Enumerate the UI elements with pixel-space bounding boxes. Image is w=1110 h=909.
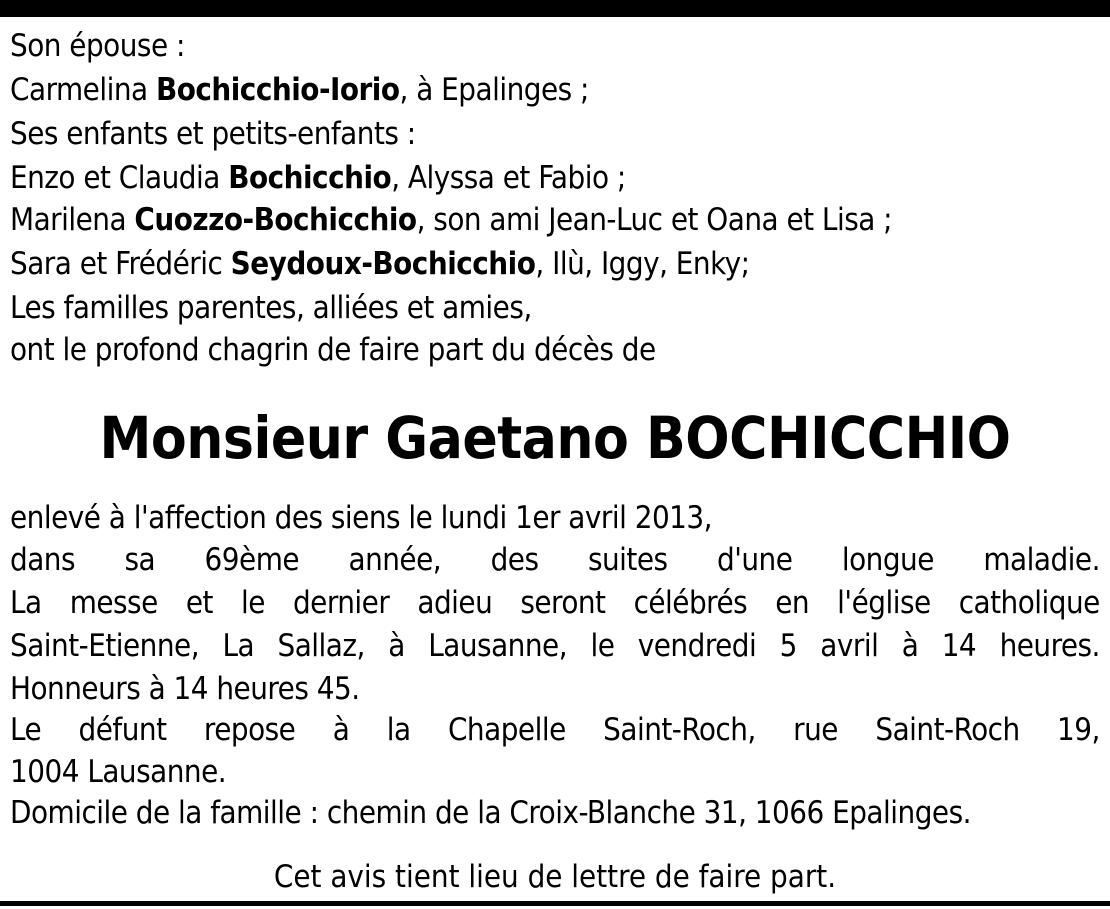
bottom-border-rule (0, 901, 1110, 906)
justified-word: Lausanne, (428, 628, 568, 664)
family-member-line (10, 242, 1100, 286)
justified-word: défunt (78, 712, 167, 748)
family-member-line (10, 198, 1100, 242)
body-line-8: Domicile de la famille : chemin de la Croix-Blanche 31, 1066 Epalinges. (10, 795, 971, 831)
justified-word: Chapelle (447, 712, 566, 748)
closing-note: Cet avis tient lieu de lettre de faire part. (273, 859, 837, 895)
deceased-name-heading: Monsieur Gaetano BOCHICCHIO (99, 404, 1011, 472)
justified-word: la (386, 712, 411, 748)
justified-word: célébrés (633, 585, 748, 621)
justified-word: dans (10, 542, 76, 578)
member-surname: Cuozzo-Bochicchio (134, 202, 417, 238)
justified-word: Le (10, 712, 42, 748)
spouse-first-name: Carmelina (10, 72, 156, 108)
justified-word: suites (587, 542, 668, 578)
justified-word: année, (348, 542, 442, 578)
justified-word: le (590, 628, 615, 664)
justified-word: Saint-Roch (875, 712, 1020, 748)
justified-word: 19, (1057, 712, 1100, 748)
justified-word: 69ème (204, 542, 300, 578)
justified-word: Sallaz, (277, 628, 365, 664)
body-line-6 (10, 708, 1100, 752)
member-surname: Bochicchio (228, 160, 392, 196)
member-first-names: Sara et Frédéric (10, 246, 231, 282)
justified-word: sa (124, 542, 156, 578)
justified-word: La (222, 628, 255, 664)
justified-word: d'une (716, 542, 793, 578)
justified-word: 5 (779, 628, 797, 664)
member-rest: , Ilù, Iggy, Enky; (535, 246, 750, 282)
justified-word: le (240, 585, 265, 621)
spouse-rest: , à Epalinges ; (399, 72, 589, 108)
spouse-heading: Son épouse : (10, 28, 185, 64)
top-border-rule (0, 0, 1110, 17)
justified-word: 14 (941, 628, 977, 664)
justified-word: et (185, 585, 213, 621)
justified-word: avril (820, 628, 879, 664)
member-rest: , Alyssa et Fabio ; (391, 160, 626, 196)
justified-word: maladie. (983, 542, 1100, 578)
children-heading: Ses enfants et petits-enfants : (10, 116, 416, 152)
body-line-7: 1004 Lausanne. (10, 754, 227, 790)
justified-word: à (388, 628, 405, 664)
body-line-3 (10, 581, 1100, 625)
justified-word: dernier (292, 585, 390, 621)
spouse-surname: Bochicchio-Iorio (155, 72, 400, 108)
justified-word: vendredi (637, 628, 757, 664)
justified-word: messe (69, 585, 158, 621)
justified-word: des (490, 542, 539, 578)
justified-word: à (901, 628, 919, 664)
justified-word: repose (203, 712, 296, 748)
justified-word: heures. (999, 628, 1100, 664)
member-rest: , son ami Jean-Luc et Oana et Lisa ; (416, 202, 893, 238)
justified-word: Saint-Roch, (603, 712, 756, 748)
justified-word: seront (520, 585, 606, 621)
justified-word: en (775, 585, 810, 621)
justified-word: adieu (417, 585, 493, 621)
announcement-line: ont le profond chagrin de faire part du décès de (10, 332, 656, 368)
relatives-line: Les familles parentes, alliées et amies, (10, 290, 532, 326)
justified-word: catholique (958, 585, 1100, 621)
member-first-names: Enzo et Claudia (10, 160, 229, 196)
justified-word: l'église (837, 585, 931, 621)
body-line-1: enlevé à l'affection des siens le lundi 1er avril 2013, (10, 500, 713, 536)
body-line-2 (10, 538, 1100, 582)
member-first-names: Marilena (10, 202, 135, 238)
body-line-4 (10, 624, 1100, 668)
justified-word: longue (841, 542, 934, 578)
body-line-5: Honneurs à 14 heures 45. (10, 671, 360, 707)
member-surname: Seydoux-Bochicchio (230, 246, 536, 282)
justified-word: La (10, 585, 42, 621)
justified-word: rue (793, 712, 838, 748)
spouse-line (10, 68, 1100, 112)
family-member-line (10, 156, 1100, 200)
justified-word: à (332, 712, 350, 748)
justified-word: Saint-Etienne, (10, 628, 200, 664)
